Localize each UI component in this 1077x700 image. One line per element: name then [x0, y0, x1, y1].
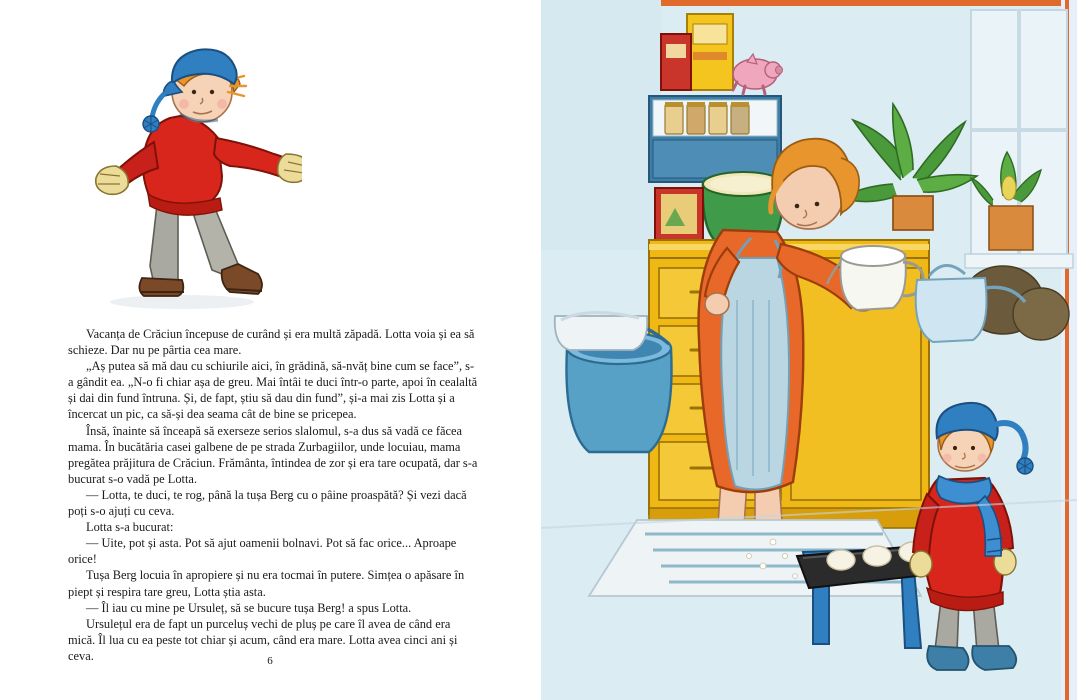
wall-picture — [655, 188, 703, 240]
paragraph: Ursulețul era de fapt un purceluș vechi de pluș pe care îl avea de când era mică. Îl lua cu ea peste tot chiar și acum, când era mare. Lotta avea cinci ani și ceva. — [68, 616, 458, 663]
body-text — [68, 326, 478, 664]
paragraph: Vacanța de Crăciun începuse de curând și era multă zăpadă. Lotta voia și ea să schieze. Dar nu pe pârtia cea mare. — [68, 327, 475, 358]
boy-in-red-jacket-illustration — [62, 26, 302, 316]
paragraph: — Lotta, te duci, te rog, până la tușa Berg cu o pâine proaspătă? Și vezi dacă poți s-o ajuți cu ceva. — [68, 487, 467, 519]
paragraph: — Uite, pot și asta. Pot să ajut oamenii bolnavi. Pot să fac orice... Aproape orice! — [68, 536, 457, 567]
red-box — [661, 34, 691, 90]
paragraph: Lotta s-a bucurat: — [86, 520, 174, 535]
shelf-unit — [649, 96, 781, 182]
paragraph: „Aș putea să mă dau cu schiurile aici, în grădină, să-nvăț bine cum se face”, s-a gândit ea. „N-o fi chiar așa de greu. Mai întâi te duci într-o parte, apoi în cealaltă și dai din fund întruna. Și, de fapt, știu să dau din fund”, și-a mai zis Lotta și a încercat un pic, ca să-și dea seama cât de bine se pricepea. — [68, 359, 478, 422]
paragraph: Tușa Berg locuia în apropiere și nu era tocmai în putere. Simțea o apăsare în piept și respira tare greu, Lotta știa asta. — [68, 568, 465, 599]
kitchen-scene-illustration — [541, 0, 1077, 700]
yellow-cereal-box — [687, 14, 733, 90]
paragraph: — Îl iau cu mine pe Ursuleț, să se bucure tușa Berg! a spus Lotta. — [86, 600, 412, 615]
laundry-basket — [555, 312, 647, 350]
page-number: 6 — [267, 655, 273, 667]
paragraph: Însă, înainte să înceapă să exerseze serios slalomul, s-a dus să vadă ce făcea mama. În bucătăria casei galbene de pe strada Zurbagiilor, unde locuiau, mama pregătea prăjitura de Crăciun. Frământa, întindea de zor și era tare ocupată, dar s-a bucurat s-o vadă pe Lotta. — [68, 423, 478, 486]
right-page — [541, 0, 1077, 700]
